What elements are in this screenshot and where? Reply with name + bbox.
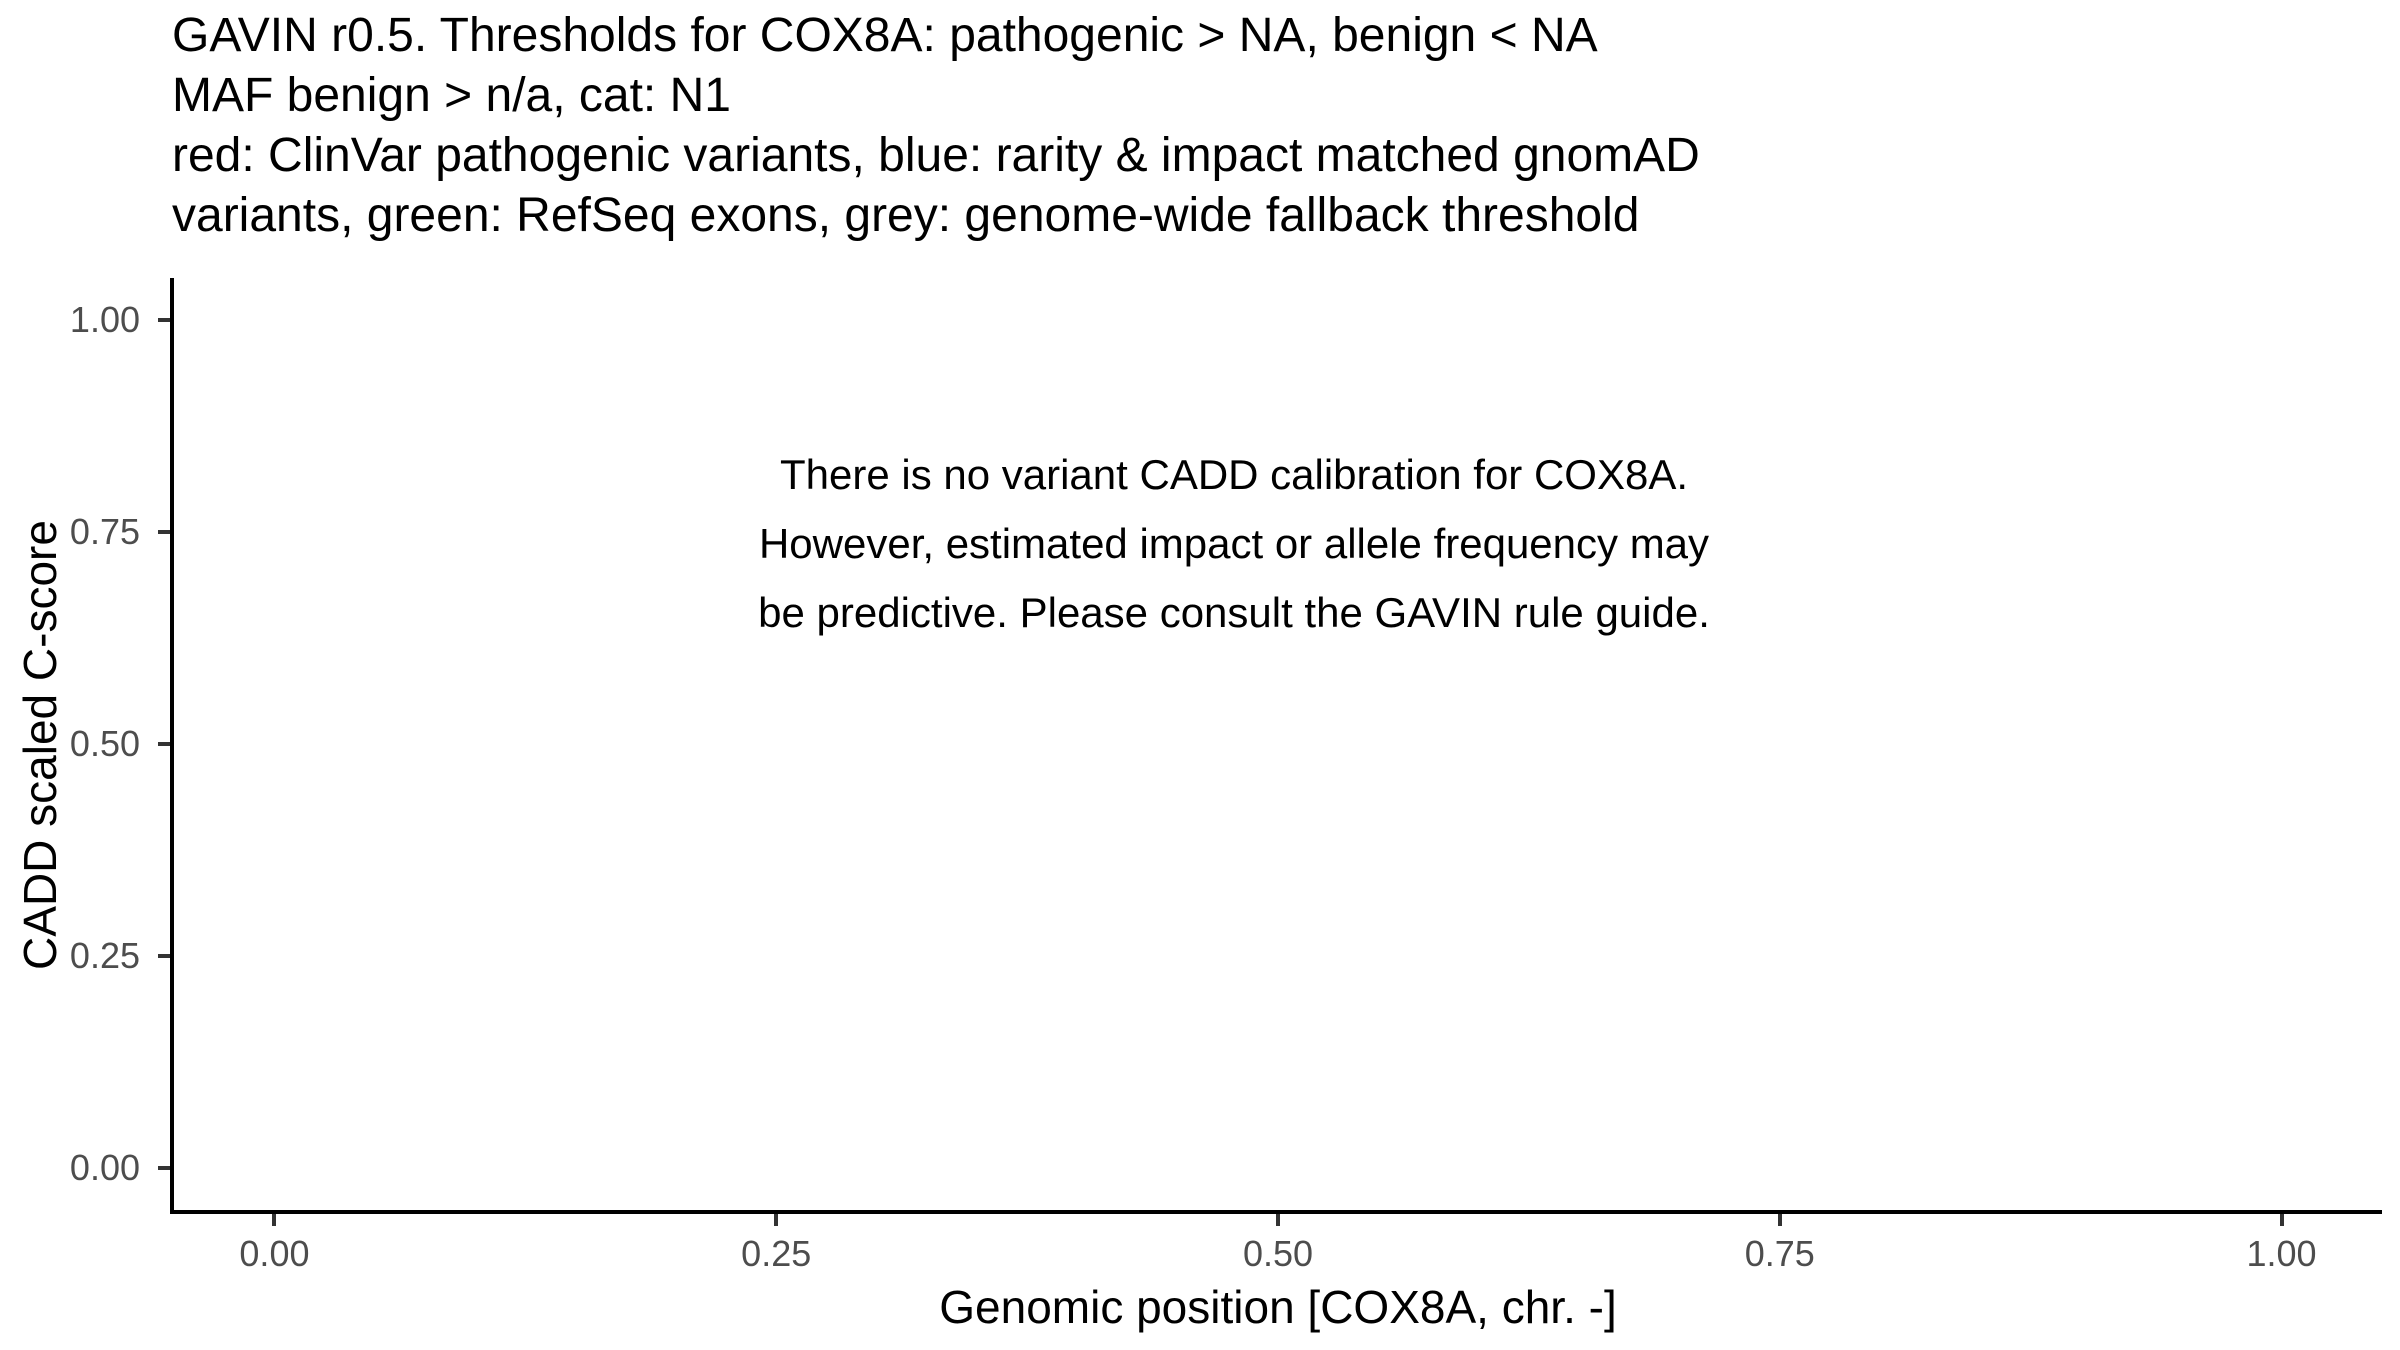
- plot-panel: [69, 278, 2382, 1274]
- plot-title-line-2: MAF benign > n/a, cat: N1: [172, 69, 731, 122]
- annotation-line-1: There is no variant CADD calibration for COX8A.: [779, 451, 1689, 498]
- y-tick-mark: [158, 954, 170, 958]
- annotation-line-3: be predictive. Please consult the GAVIN rule guide.: [758, 589, 1710, 636]
- y-tick-label: 0.25: [69, 934, 140, 976]
- x-tick-label: 1.00: [2246, 1233, 2317, 1274]
- x-tick-label: 0.00: [239, 1233, 310, 1274]
- x-tick-label: 0.25: [741, 1233, 812, 1274]
- y-tick-mark: [158, 530, 170, 534]
- plot-title: [172, 6, 1700, 246]
- plot-title-line-1: GAVIN r0.5. Thresholds for COX8A: pathogenic > NA, benign < NA: [172, 9, 1598, 62]
- annotation-line-2: However, estimated impact or allele frequency may: [758, 520, 1710, 567]
- x-axis-title: Genomic position [COX8A, chr. -]: [939, 1281, 1617, 1333]
- x-tick-mark: [272, 1214, 276, 1226]
- x-tick-mark: [1778, 1214, 1782, 1226]
- y-tick-mark: [158, 1166, 170, 1170]
- x-tick-mark: [1276, 1214, 1280, 1226]
- y-tick-label: 0.00: [69, 1146, 140, 1188]
- plot-title-line-3: red: ClinVar pathogenic variants, blue: rarity & impact matched gnomAD: [172, 129, 1700, 182]
- y-tick-mark: [158, 742, 170, 746]
- no-calibration-annotation: [130, 440, 2338, 647]
- x-tick-label: 0.75: [1744, 1233, 1815, 1274]
- x-tick-mark: [774, 1214, 778, 1226]
- y-tick-label: 0.75: [69, 511, 140, 553]
- plot-title-line-4: variants, green: RefSeq exons, grey: genome-wide fallback threshold: [172, 189, 1640, 242]
- y-tick-label: 0.50: [69, 723, 140, 764]
- x-tick-mark: [2280, 1214, 2284, 1226]
- y-axis-title: CADD scaled C-score: [14, 520, 66, 970]
- y-tick-mark: [158, 318, 170, 322]
- x-tick-label: 0.50: [1242, 1233, 1314, 1274]
- y-tick-label: 1.00: [69, 299, 140, 341]
